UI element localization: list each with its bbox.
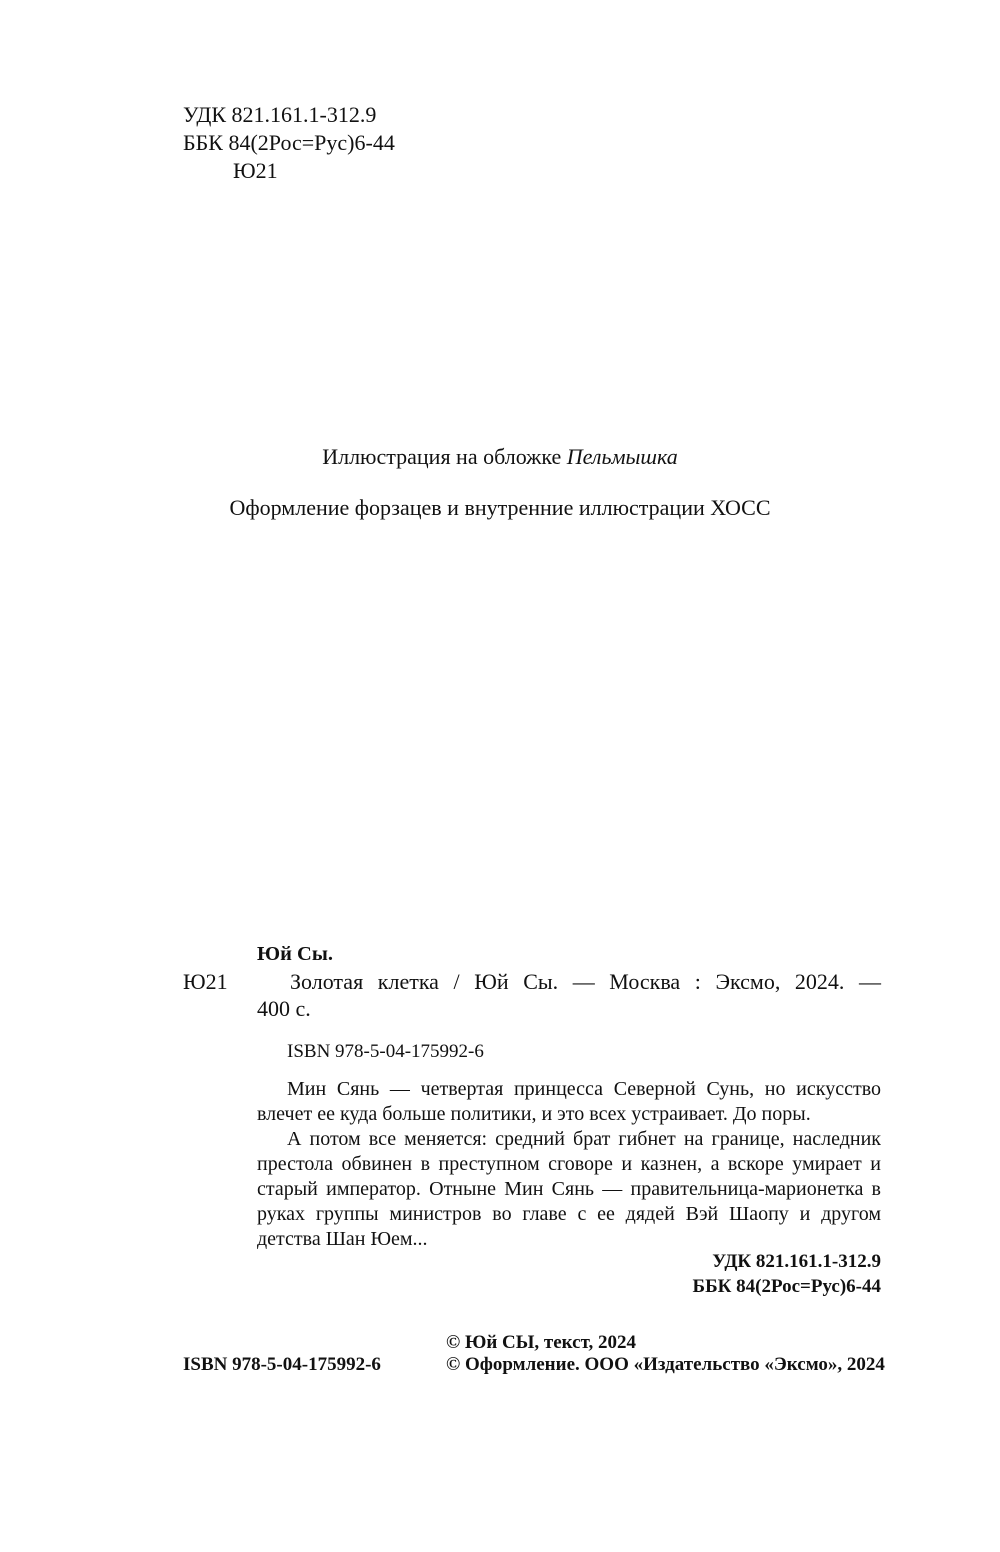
annotation-paragraph-2: А потом все меняется: средний брат гибнет на границе, наследник престола обвинен в преступном сговоре и казнен, а вскоре умирает и старый император. Отныне Мин Сянь — правительница-марионетка в руках группы министров во главе с ее дядей Вэй Шаопу и другом детства Шан Юем... xyxy=(257,1128,881,1250)
isbn-footer: ISBN 978-5-04-175992-6 xyxy=(183,1354,381,1375)
copyright-design: © Оформление. ООО «Издательство «Эксмо», 2024 xyxy=(446,1354,885,1375)
author-sign-top: Ю21 xyxy=(233,158,278,183)
bbk-code-bottom: ББК 84(2Рос=Рус)6-44 xyxy=(692,1276,881,1297)
cover-illustration-credit xyxy=(0,443,1000,471)
title-line: Золотая клетка / Юй Сы. — Москва : Эксмо, 2024. — xyxy=(290,969,881,994)
bbk-code-top: ББК 84(2Рос=Рус)6-44 xyxy=(183,130,395,155)
cover-artist-name: Пельмышка xyxy=(566,444,678,469)
isbn-record: ISBN 978-5-04-175992-6 xyxy=(287,1041,484,1062)
endpaper-illustration-credit: Оформление форзацев и внутренние иллюстрации ХОСС xyxy=(229,495,771,520)
udk-code-bottom: УДК 821.161.1-312.9 xyxy=(712,1251,881,1272)
page-count: 400 с. xyxy=(257,996,311,1021)
annotation-paragraph-1: Мин Сянь — четвертая принцесса Северной Сунь, но искусство влечет ее куда больше политики, и это всех устраивает. До поры. xyxy=(257,1078,881,1125)
cover-credit-label: Иллюстрация на обложке xyxy=(322,444,567,469)
author-heading: Юй Сы. xyxy=(257,943,333,965)
copyright-text: © Юй СЫ, текст, 2024 xyxy=(446,1332,636,1353)
author-sign: Ю21 xyxy=(183,969,228,994)
udk-code-top: УДК 821.161.1-312.9 xyxy=(183,102,377,127)
